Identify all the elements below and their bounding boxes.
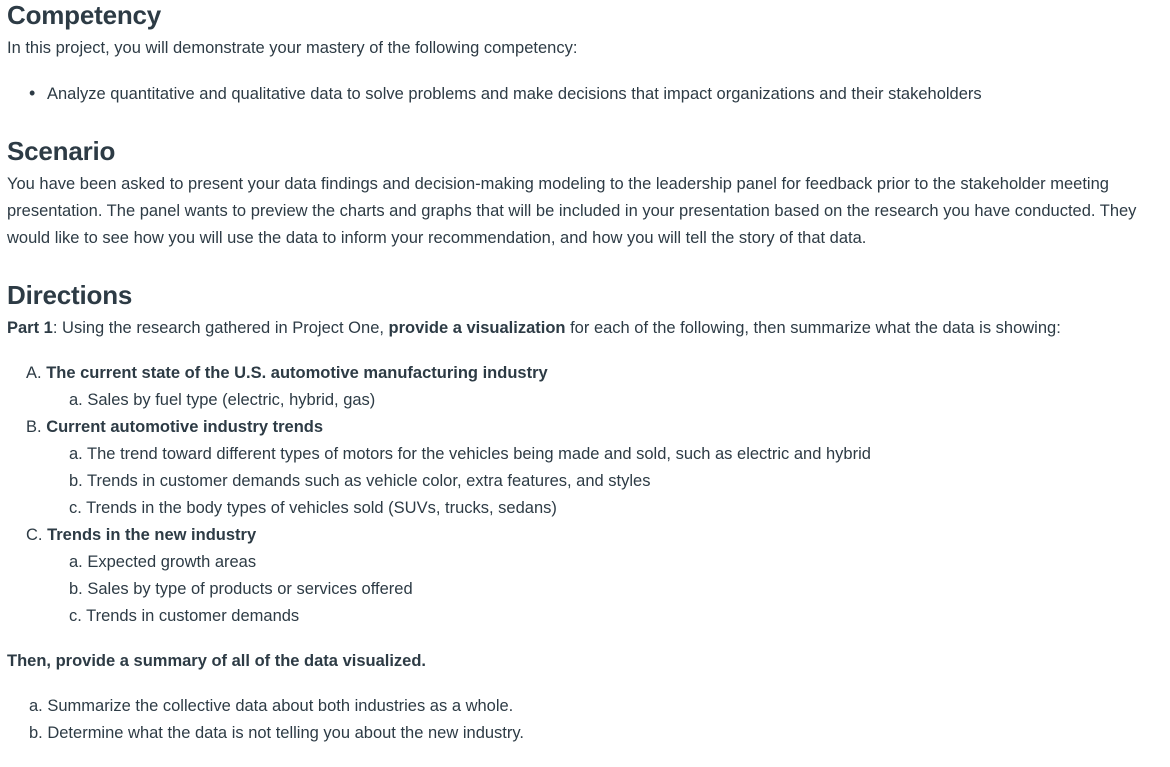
scenario-heading: Scenario <box>7 136 116 166</box>
section-letter: A. <box>26 364 42 382</box>
section-c-item: c. Trends in customer demands <box>69 607 300 625</box>
part1-text-b: for each of the following, then summarize what the data is showing: <box>565 319 1061 337</box>
directions-outline <box>26 360 871 630</box>
part1-instructions <box>7 315 1061 342</box>
section-b <box>26 414 871 441</box>
section-title: Trends in the new industry <box>47 526 257 544</box>
competency-heading: Competency <box>7 0 162 30</box>
section-b-item: a. The trend toward different types of motors for the vehicles being made and sold, such as electric and hybrid <box>69 445 871 463</box>
part1-text-a: : Using the research gathered in Project One, <box>52 319 389 337</box>
section-title: The current state of the U.S. automotive manufacturing industry <box>46 364 548 382</box>
section-a-item: a. Sales by fuel type (electric, hybrid, gas) <box>69 391 376 409</box>
competency-bullet: • Analyze quantitative and qualitative data to solve problems and make decisions that impact organizations and their stakeholders <box>29 80 982 108</box>
part1-emphasis: provide a visualization <box>388 319 566 337</box>
section-b-item: b. Trends in customer demands such as vehicle color, extra features, and styles <box>69 472 651 490</box>
summary-list <box>29 693 524 747</box>
summary-instruction: Then, provide a summary of all of the data visualized. <box>7 652 427 670</box>
section-letter: C. <box>26 526 43 544</box>
competency-intro: In this project, you will demonstrate your mastery of the following competency: <box>7 39 578 57</box>
section-c <box>26 522 871 549</box>
summary-item: a. Summarize the collective data about both industries as a whole. <box>29 697 514 715</box>
part1-label: Part 1 <box>7 319 53 337</box>
scenario-text: You have been asked to present your data findings and decision-making modeling to the leadership panel for feedback prior to the stakeholder meeting presentation. The panel wants to preview the charts and graphs that will be included in your presentation based on the research you have conducted. They would like to see how you will use the data to inform your recommendation, and how you will tell the story of that data. <box>7 175 1137 247</box>
section-title: Current automotive industry trends <box>46 418 324 436</box>
summary-item: b. Determine what the data is not telling you about the new industry. <box>29 724 524 742</box>
section-a <box>26 360 871 387</box>
section-c-item: b. Sales by type of products or services offered <box>69 580 413 598</box>
directions-heading: Directions <box>7 280 133 310</box>
section-b-item: c. Trends in the body types of vehicles sold (SUVs, trucks, sedans) <box>69 499 557 517</box>
competency-list <box>29 80 982 108</box>
section-letter: B. <box>26 418 42 436</box>
section-c-item: a. Expected growth areas <box>69 553 257 571</box>
